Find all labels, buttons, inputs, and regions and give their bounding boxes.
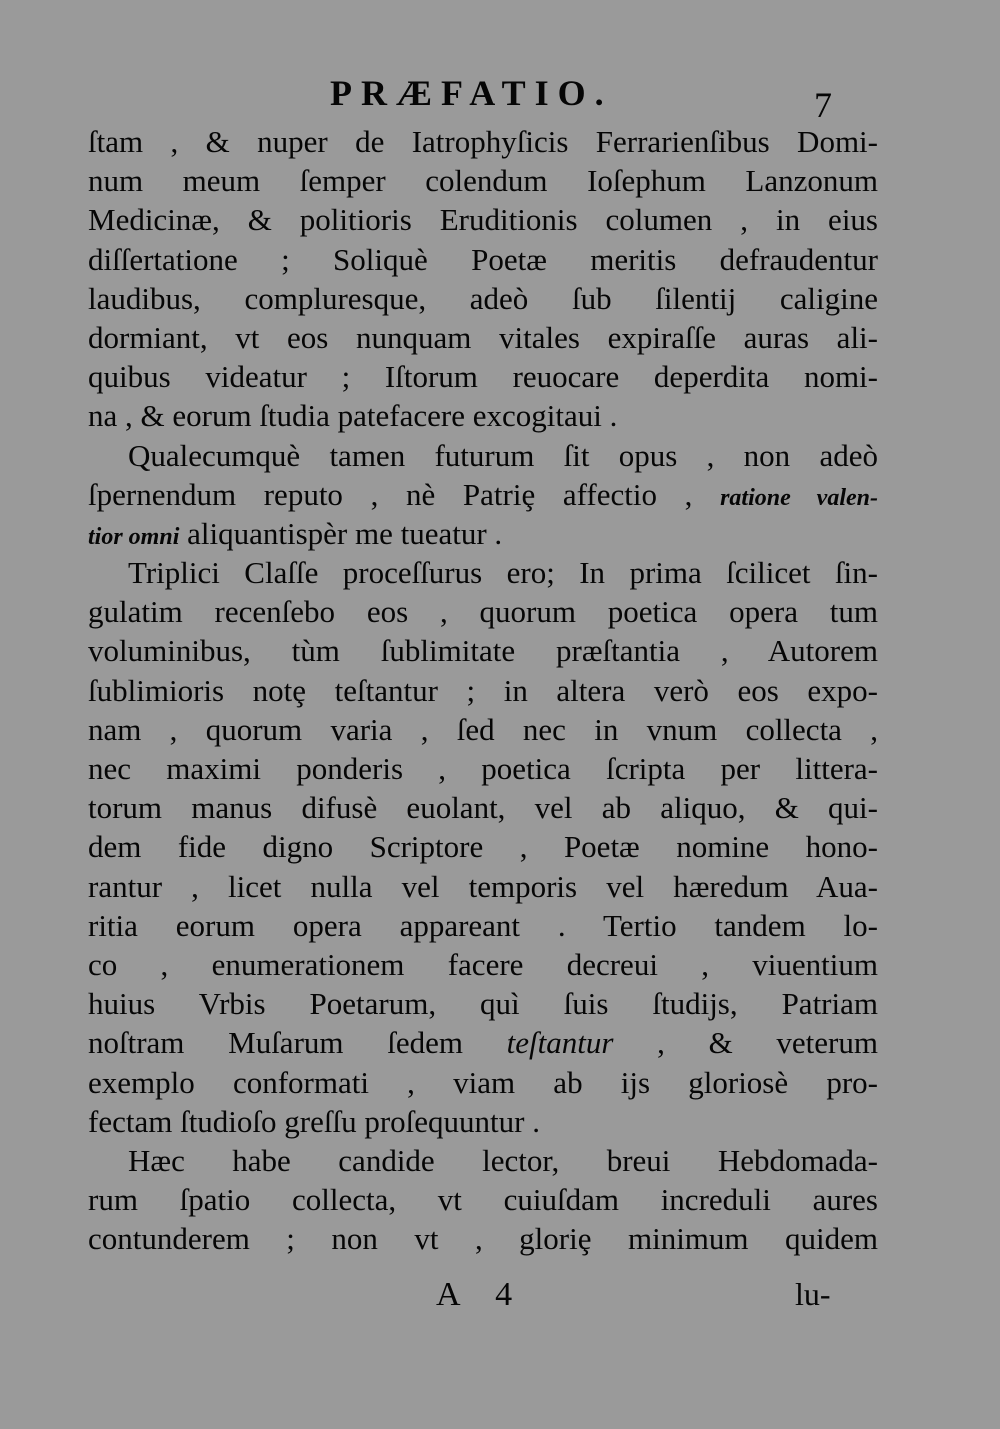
text-line: nec maximi ponderis , poetica ſcripta per littera- (88, 751, 878, 786)
italic-phrase: ratione valen- (720, 484, 878, 511)
text-line: dormiant, vt eos nunquam vitales expiraſſe auras ali- (88, 319, 878, 355)
text-line: Medicinæ, & politioris Eruditionis columen , in eius (88, 202, 878, 238)
catchword: lu- (795, 1276, 831, 1312)
text-line: rum ſpatio collecta, vt cuiuſdam increduli aures (88, 1182, 878, 1218)
text-span: ſpernendum reputo , nè Patriȩ affectio , (88, 476, 721, 512)
text-line: ſtam , & nuper de Iatrophyſicis Ferrarienſibus Domi- (88, 124, 878, 159)
text-span: , & veterum (613, 1025, 878, 1061)
text-line: num meum ſemper colendum Ioſephum Lanzonum (88, 163, 878, 199)
text-line: ritia eorum opera appareant . Tertio tandem lo- (88, 907, 878, 943)
page-number: 7 (814, 85, 832, 125)
text-line: huius Vrbis Poetarum, quì ſuis ſtudijs, Patriam (88, 986, 878, 1022)
text-line-with-italic (88, 1023, 878, 1062)
signature-mark: A 4 (436, 1276, 513, 1313)
text-line: Hæc habe candide lector, breui Hebdomada- (128, 1142, 878, 1178)
text-line-with-italic (88, 514, 878, 553)
italic-phrase: teſtantur (506, 1025, 614, 1061)
text-line: gulatim recenſebo eos , quorum poetica opera tum (88, 594, 878, 630)
text-span: aliquantispèr me tueatur . (187, 515, 503, 551)
text-line-with-italic (88, 475, 878, 514)
text-line: laudibus, compluresque, adeò ſub ſilentij caligine (88, 280, 878, 316)
text-line: Qualecumquè tamen futurum ſit opus , non adeò (128, 437, 878, 473)
text-line: Triplici Claſſe proceſſurus ero; In prima ſcilicet ſin- (128, 555, 878, 591)
text-line: exemplo conformati , viam ab ijs gloriosè pro- (88, 1064, 878, 1100)
text-span: noſtram Muſarum ſedem (88, 1025, 507, 1061)
text-line: torum manus difusè euolant, vel ab aliquo, & qui- (88, 790, 878, 826)
text-line: ſublimioris notȩ teſtantur ; in altera verò eos expo- (88, 672, 878, 708)
text-line: co , enumerationem facere decreui , viuentium (88, 946, 878, 982)
text-line: nam , quorum varia , ſed nec in vnum collecta , (88, 711, 878, 747)
body-text (88, 122, 878, 1258)
text-line: voluminibus, tùm ſublimitate præſtantia , Autorem (88, 633, 878, 669)
text-line: fectam ſtudioſo greſſu proſequuntur . (88, 1103, 540, 1139)
running-head-title: PRÆFATIO. (330, 73, 613, 113)
text-line: contunderem ; non vt , gloriȩ minimum quidem (88, 1221, 878, 1257)
text-line: dem fide digno Scriptore , Poetæ nomine hono- (88, 829, 878, 865)
text-line: na , & eorum ſtudia patefacere excogitaui . (88, 398, 618, 434)
text-line: diſſertatione ; Soliquè Poetæ meritis defraudentur (88, 241, 878, 277)
italic-phrase: tior omni (88, 523, 180, 550)
text-line: rantur , licet nulla vel temporis vel hæredum Aua- (88, 868, 878, 904)
text-line: quibus videatur ; Iſtorum reuocare deperdita nomi- (88, 359, 878, 395)
